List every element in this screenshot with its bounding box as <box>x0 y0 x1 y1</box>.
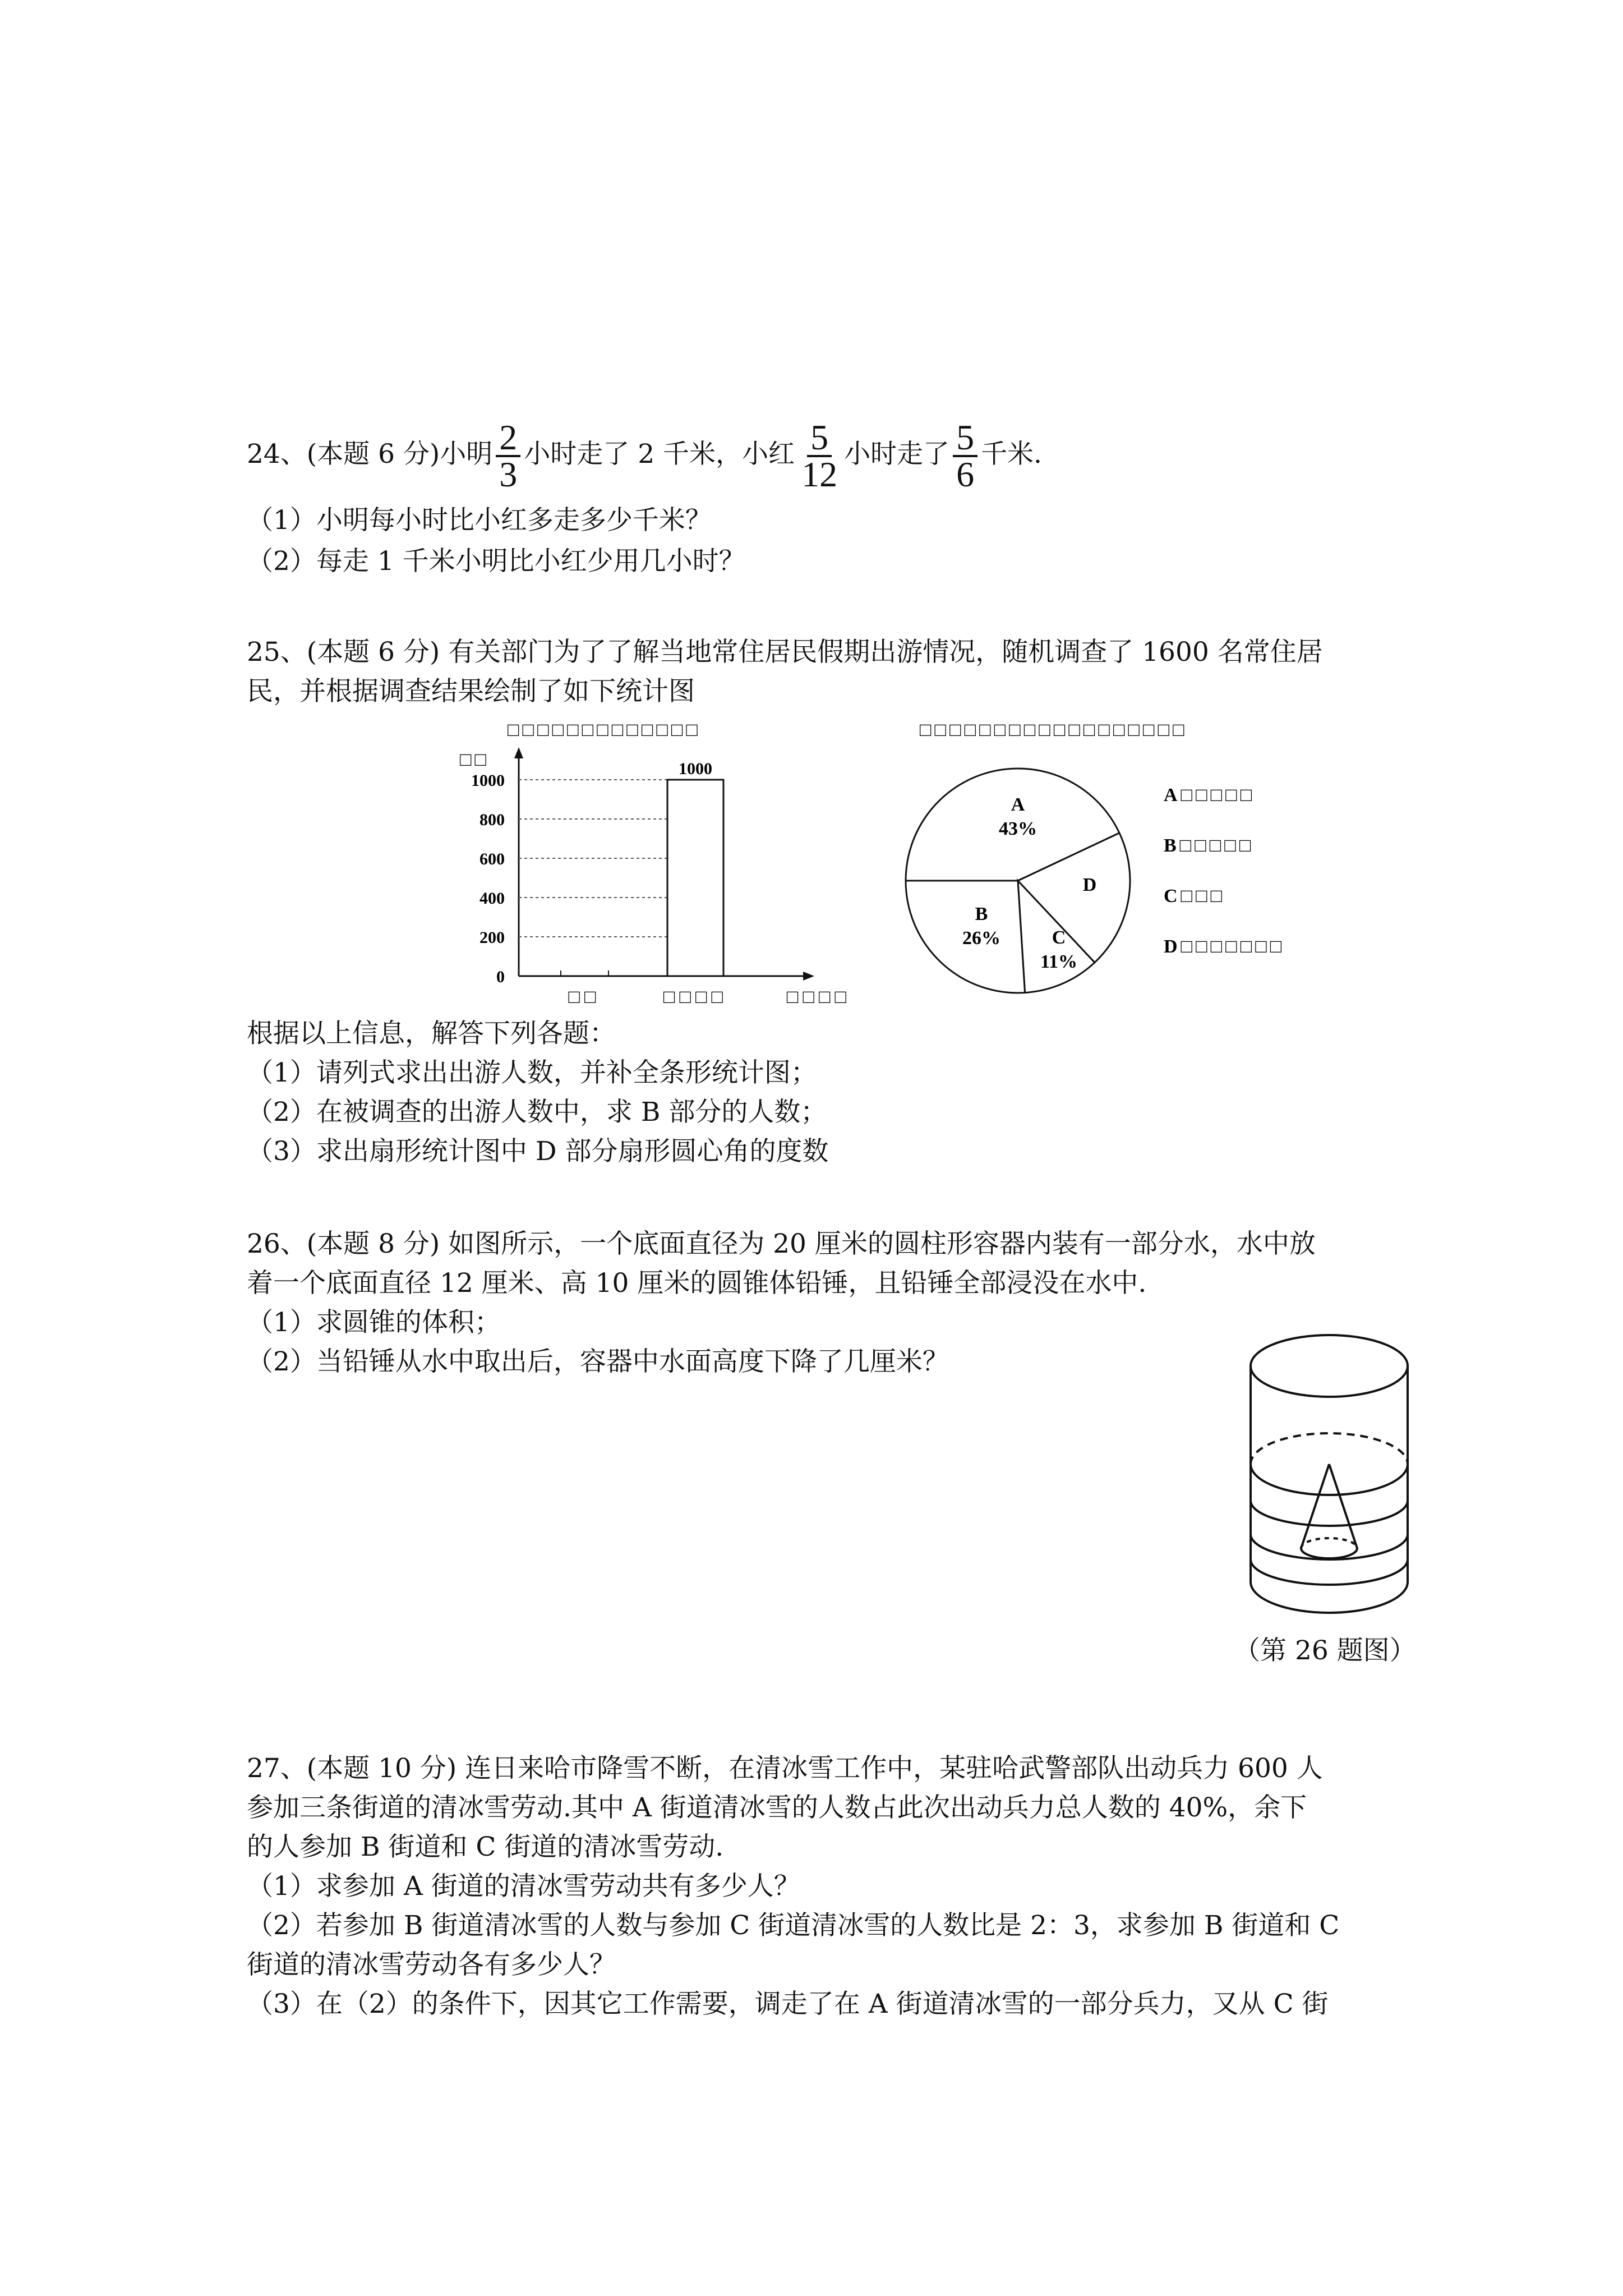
bar-chart-xlabel: □□□□ <box>786 987 851 1007</box>
bar <box>667 780 723 976</box>
legend-D: D□□□□□□□ <box>1164 936 1285 957</box>
q26-line2: 着一个底面直径 12 厘米、高 10 厘米的圆锥体铅锤，且铅锤全部浸没在水中. <box>247 1268 1147 1299</box>
q27-line3: 的人参加 B 街道和 C 街道的清冰雪劳动. <box>247 1832 724 1862</box>
pie-label-A: A <box>1011 794 1025 815</box>
q25-line2: 民，并根据调查结果绘制了如下统计图 <box>247 676 695 707</box>
x-tick-label-1: □□ <box>568 987 601 1007</box>
q27-sub2b: 街道的清冰雪劳动各有多少人？ <box>247 1949 616 1980</box>
q27-sub2a: （2）若参加 B 街道清冰雪的人数与参加 C 街道清冰雪的人数比是 2：3，求参加 B 街道和 C <box>247 1910 1340 1941</box>
y-tick-label: 600 <box>479 850 505 868</box>
y-axis-arrow <box>514 747 523 758</box>
y-tick-label: 800 <box>479 811 505 829</box>
legend-B: B□□□□□ <box>1164 835 1255 856</box>
q24-prefix: 24、(本题 6 分)小明 <box>247 439 493 470</box>
q24-sub1: （1）小明每小时比小红多走多少千米？ <box>247 505 712 536</box>
q27-sub3: （3）在（2）的条件下，因其它工作需要，调走了在 A 街道清冰雪的一部分兵力，又从 C 街 <box>247 1989 1329 2019</box>
cylinder-cone-figure <box>1234 1318 1424 1632</box>
y-tick-label: 1000 <box>471 771 505 790</box>
q24-sub2: （2）每走 1 千米小明比小红少用几小时？ <box>247 546 745 577</box>
pie-label-D: D <box>1082 875 1097 895</box>
y-tick-label: 200 <box>479 928 505 947</box>
q27-line1: 27、(本题 10 分) 连日来哈市降雪不断，在清冰雪工作中，某驻哈武警部队出动兵力 600 人 <box>247 1753 1323 1784</box>
pie-chart-title: □□□□□□□□□□□□□□□□□□ <box>920 720 1188 740</box>
q27-sub1: （1）求参加 A 街道的清冰雪劳动共有多少人？ <box>247 1871 800 1902</box>
q27-line2: 参加三条街道的清冰雪劳动.其中 A 街道清冰雪的人数占此次出动兵力总人数的 40%，余下 <box>247 1792 1307 1823</box>
q24-suffix: 千米. <box>981 439 1043 470</box>
q26-sub1: （1）求圆锥的体积； <box>247 1307 501 1338</box>
pie-chart <box>897 712 1380 1010</box>
pie-label-B: B <box>975 904 988 924</box>
q24-mid1: 小时走了 2 千米，小红 <box>524 439 795 470</box>
y-tick-label: 0 <box>496 968 505 986</box>
q25-sub3: （3）求出扇形统计图中 D 部分扇形圆心角的度数 <box>247 1136 829 1167</box>
bar-chart-title: □□□□□□□□□□□□□ <box>508 720 701 740</box>
x-tick-label-2: □□□□ <box>663 987 728 1007</box>
q24-stem <box>247 415 1042 494</box>
q25-line1: 25、(本题 6 分) 有关部门为了了解当地常住居民假期出游情况，随机调查了 1600 名常住居 <box>247 637 1323 668</box>
q24-mid2: 小时走了 <box>844 439 950 470</box>
fraction-2-3: $\frac{2}{3}$ <box>496 420 520 492</box>
q25-sub2: （2）在被调查的出游人数中，求 B 部分的人数； <box>247 1097 827 1128</box>
x-axis-arrow <box>803 972 814 981</box>
pie-pct-A: 43% <box>999 818 1037 839</box>
pie-label-C: C <box>1052 927 1066 948</box>
bar-chart-ylabel: □□ <box>460 749 490 770</box>
pie-pct-C: 11% <box>1040 951 1078 972</box>
figure-caption: （第 26 题图） <box>1234 1635 1416 1666</box>
legend-C: C□□□ <box>1164 886 1226 907</box>
bar-marks <box>561 760 723 976</box>
q25-sub1: （1）请列式求出出游人数，并补全条形统计图； <box>247 1057 817 1088</box>
legend-A: A□□□□□ <box>1164 785 1256 806</box>
bar-chart <box>449 712 886 1010</box>
y-tick-label: 400 <box>479 889 505 908</box>
q26-sub2: （2）当铅锤从水中取出后，容器中水面高度下降了几厘米？ <box>247 1346 949 1377</box>
fraction-5-6: $\frac{5}{6}$ <box>953 420 978 492</box>
bar-value-label: 1000 <box>679 760 712 778</box>
fraction-5-12: $\frac{5}{12}$ <box>801 417 838 494</box>
q25-after: 根据以上信息，解答下列各题： <box>247 1018 616 1049</box>
y-ticks <box>471 771 693 986</box>
q26-line1: 26、(本题 8 分) 如图所示，一个底面直径为 20 厘米的圆柱形容器内装有一部分水，水中放 <box>247 1228 1316 1259</box>
pie-pct-B: 26% <box>962 928 1000 949</box>
